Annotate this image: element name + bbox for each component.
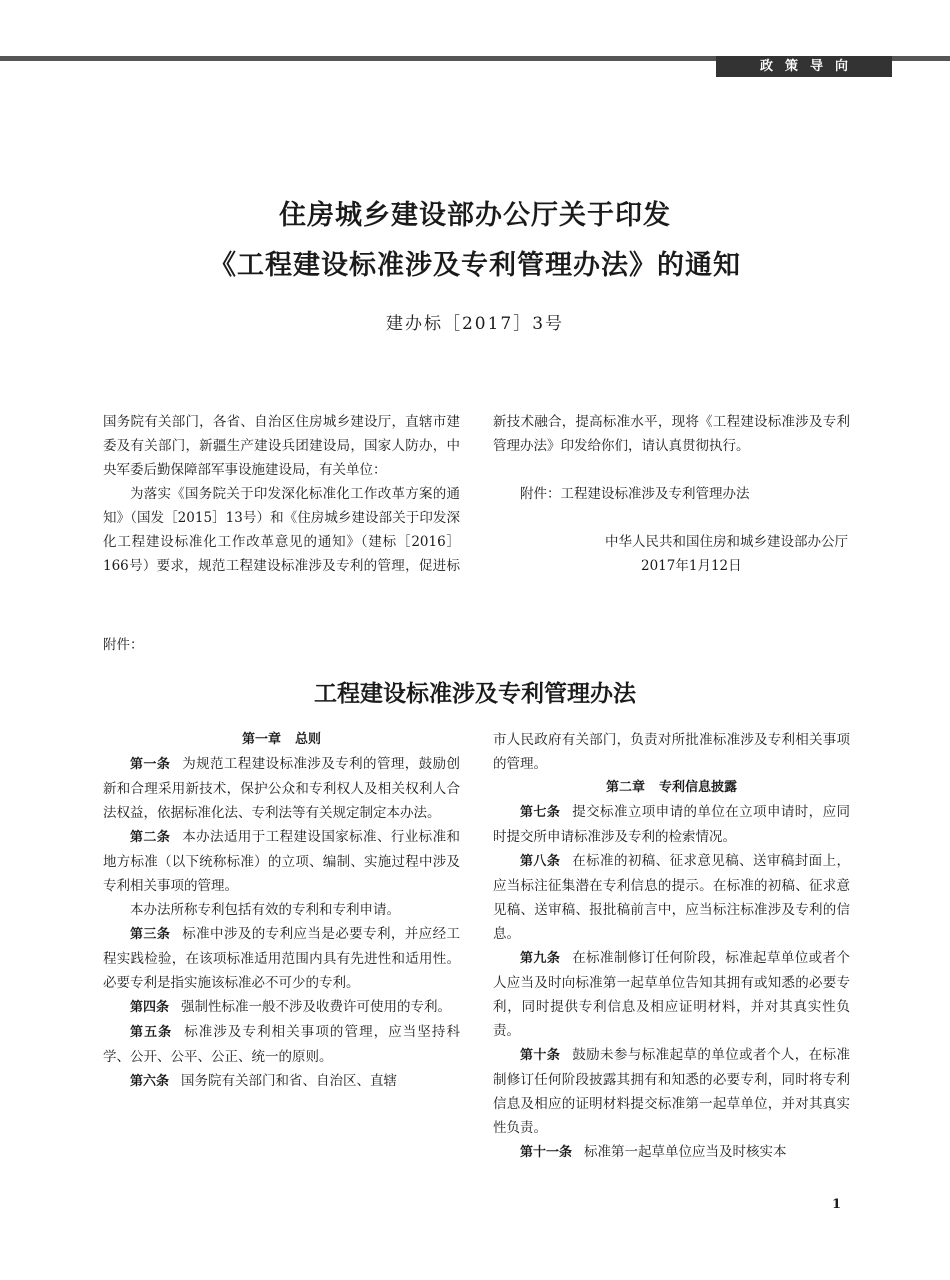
article [493,800,850,849]
article-text: 本办法适用于工程建设国家标准、行业标准和地方标准（以下统称标准）的立项、编制、实施过程中涉及专利相关事项的管理。 [103,829,460,894]
article-label: 第三条 [130,927,171,942]
article-label: 第十一条 [520,1145,573,1160]
article-label: 第十条 [520,1048,561,1063]
article-text: 鼓励未参与标准起草的单位或者个人，在标准制修订任何阶段披露其拥有和知悉的必要专利，同时将专利信息及相应的证明材料提交标准第一起草单位，并对其真实性负责。 [493,1047,850,1136]
article-label: 第五条 [130,1025,173,1040]
article-label: 第六条 [130,1074,170,1089]
article-text: 提交标准立项申请的单位在立项申请时，应同时提交所申请标准涉及专利的检索情况。 [493,804,850,845]
article-text: 为规范工程建设标准涉及专利的管理，鼓励创新和合理采用新技术，保护公众和专利权人及相关权利人合法权益，依据标准化法、专利法等有关规定制定本办法。 [103,756,460,821]
notice-title-line2: 《工程建设标准涉及专利管理办法》的通知 [209,250,741,281]
notice-title-line1: 住房城乡建设部办公厅关于印发 [279,200,671,231]
article-text: 标准中涉及的专利应当是必要专利，并应经工程实践检验，在该项标准适用范围内具有先进性和适用性。必要专利是指实施该标准必不可少的专利。 [103,926,460,991]
article-label: 第四条 [130,1000,170,1015]
regulation-title: 工程建设标准涉及专利管理办法 [314,681,636,707]
attachment-label: 附件： [103,637,144,653]
article-text: 标准第一起草单位应当及时核实本 [584,1144,787,1160]
notice-date: 2017年1月12日 [641,558,742,574]
article [103,1069,460,1094]
regulation-column-left [103,728,460,1094]
article-continued: 市人民政府有关部门，负责对所批准标准涉及专利相关事项的管理。 [493,732,850,772]
article-label: 第八条 [520,854,561,869]
article [493,1140,850,1165]
notice-addressee: 国务院有关部门，各省、自治区住房城乡建设厅，直辖市建委及有关部门，新疆生产建设兵团建设局，国家人防办，中央军委后勤保障部军事设施建设局，有关单位： [103,414,460,478]
article [493,1043,850,1140]
regulation-column-right [493,728,850,1165]
notice-body: 为落实《国务院关于印发深化标准化工作改革方案的通知》（国发［2015］13号）和《住房城乡建设部关于印发深化工程建设标准化工作改革意见的通知》（建标［2016］166号）要求，规范工程建设标准涉及专利的管理，促进标 [103,486,460,574]
article [493,849,850,946]
article-label: 第七条 [520,805,561,820]
article [103,1020,460,1069]
chapter-title: 专利信息披露 [659,780,738,795]
article-text: 本办法所称专利包括有效的专利和专利申请。 [130,902,400,918]
notice-column-right [493,410,850,578]
article-text: 强制性标准一般不涉及收费许可使用的专利。 [181,999,452,1015]
article-text: 国务院有关部门和省、自治区、直辖 [181,1073,398,1089]
article-label: 第一条 [130,757,171,772]
notice-body-continued [493,410,850,482]
article [103,898,460,922]
article [103,995,460,1020]
chapter-title: 总则 [295,732,322,747]
chapter-number: 第二章 [605,780,645,795]
chapter-heading [103,728,460,752]
article [103,752,460,825]
article [103,922,460,995]
article [103,825,460,898]
section-tab: 政策导向 [716,56,892,77]
article-text: 在标准制修订任何阶段，标准起草单位或者个人应当及时向标准第一起草单位告知其拥有或知悉的必要专利，同时提供专利信息及相应证明材料，并对其真实性负责。 [493,950,850,1039]
page-number: 1 [832,1197,842,1212]
notice-column-left [103,410,460,578]
article-label: 第九条 [520,951,561,966]
chapter-heading [493,776,850,800]
article [493,946,850,1043]
signatory: 中华人民共和国住房和城乡建设部办公厅 [605,534,848,550]
notice-body-continued-text: 新技术融合，提高标准水平，现将《工程建设标准涉及专利管理办法》印发给你们，请认真贯彻执行。 [493,414,850,454]
attachment-note: 附件：工程建设标准涉及专利管理办法 [520,486,750,502]
document-number: 建办标［2017］3号 [385,314,565,334]
article-text: 标准涉及专利相关事项的管理，应当坚持科学、公开、公平、公正、统一的原则。 [103,1024,460,1065]
article-label: 第二条 [130,830,171,845]
chapter-number: 第一章 [241,732,281,747]
article-text: 在标准的初稿、征求意见稿、送审稿封面上，应当标注征集潜在专利信息的提示。在标准的初稿、征求意见稿、送审稿、报批稿前言中，应当标注标准涉及专利的信息。 [493,853,850,942]
